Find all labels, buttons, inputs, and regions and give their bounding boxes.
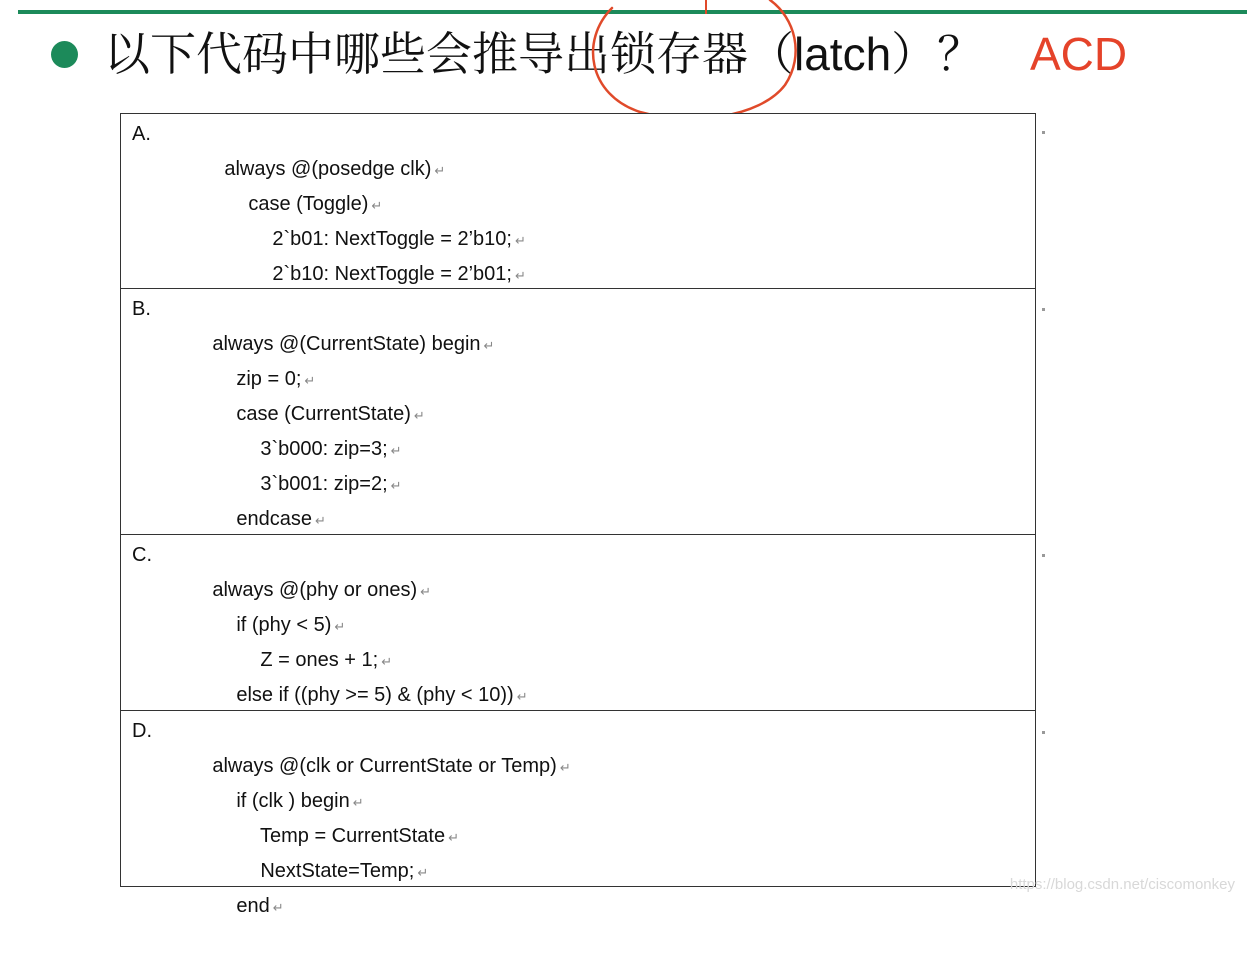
code-line: if (phy < 5) ↵: [236, 614, 346, 636]
code-line: [227, 678, 392, 713]
side-mark: [1042, 731, 1045, 734]
code-line: NextState=Temp; ↵: [260, 860, 429, 882]
option-d: [120, 711, 1036, 917]
option-a: [120, 113, 1036, 289]
code-line: 2`b10: NextToggle = 2’b01; ↵: [272, 263, 526, 285]
answer-text: ACD: [1030, 28, 1128, 80]
code-line: always @(CurrentState) begin ↵: [212, 333, 495, 355]
code-line: 3`b001: zip=2; ↵: [260, 473, 402, 495]
code-line: always @(posedge clk) ↵: [224, 158, 446, 180]
code-line: else if ((phy >= 5) & (phy < 10)) ↵: [236, 684, 528, 706]
code-line: [179, 502, 260, 537]
side-mark: [1042, 308, 1045, 311]
code-line: if (clk ) begin ↵: [236, 790, 364, 812]
question-text: 以下代码中哪些会推导出锁存器（latch）？: [104, 28, 984, 80]
bullet-icon: [51, 41, 78, 68]
option-letter: D.: [132, 720, 152, 742]
side-mark: [1042, 131, 1045, 134]
annotation-mark: [705, 0, 707, 14]
code-line: always @(clk or CurrentState or Temp) ↵: [212, 755, 571, 777]
side-mark: [1042, 554, 1045, 557]
code-line: case (Toggle) ↵: [248, 193, 383, 215]
option-b: [120, 289, 1036, 535]
code-line: 3`b000: zip=3; ↵: [260, 438, 402, 460]
option-letter: A.: [132, 123, 151, 145]
top-rule: [18, 10, 1247, 14]
watermark: https://blog.csdn.net/ciscomonkey: [1009, 876, 1235, 893]
code-line: endcase ↵: [236, 508, 326, 530]
code-line: Temp = CurrentState ↵: [259, 825, 459, 847]
code-line: 2`b01: NextToggle = 2’b10; ↵: [272, 228, 526, 250]
code-line: case (CurrentState) ↵: [236, 403, 425, 425]
option-letter: C.: [132, 544, 152, 566]
code-line: zip = 0; ↵: [236, 368, 316, 390]
option-c: [120, 535, 1036, 711]
code-line: always @(phy or ones) ↵: [212, 579, 432, 601]
code-line: Z = ones + 1; ↵: [260, 649, 393, 671]
code-line: [215, 257, 338, 292]
option-letter: B.: [132, 298, 151, 320]
code-line: end ↵: [236, 895, 284, 917]
code-options-table: [120, 113, 1036, 917]
